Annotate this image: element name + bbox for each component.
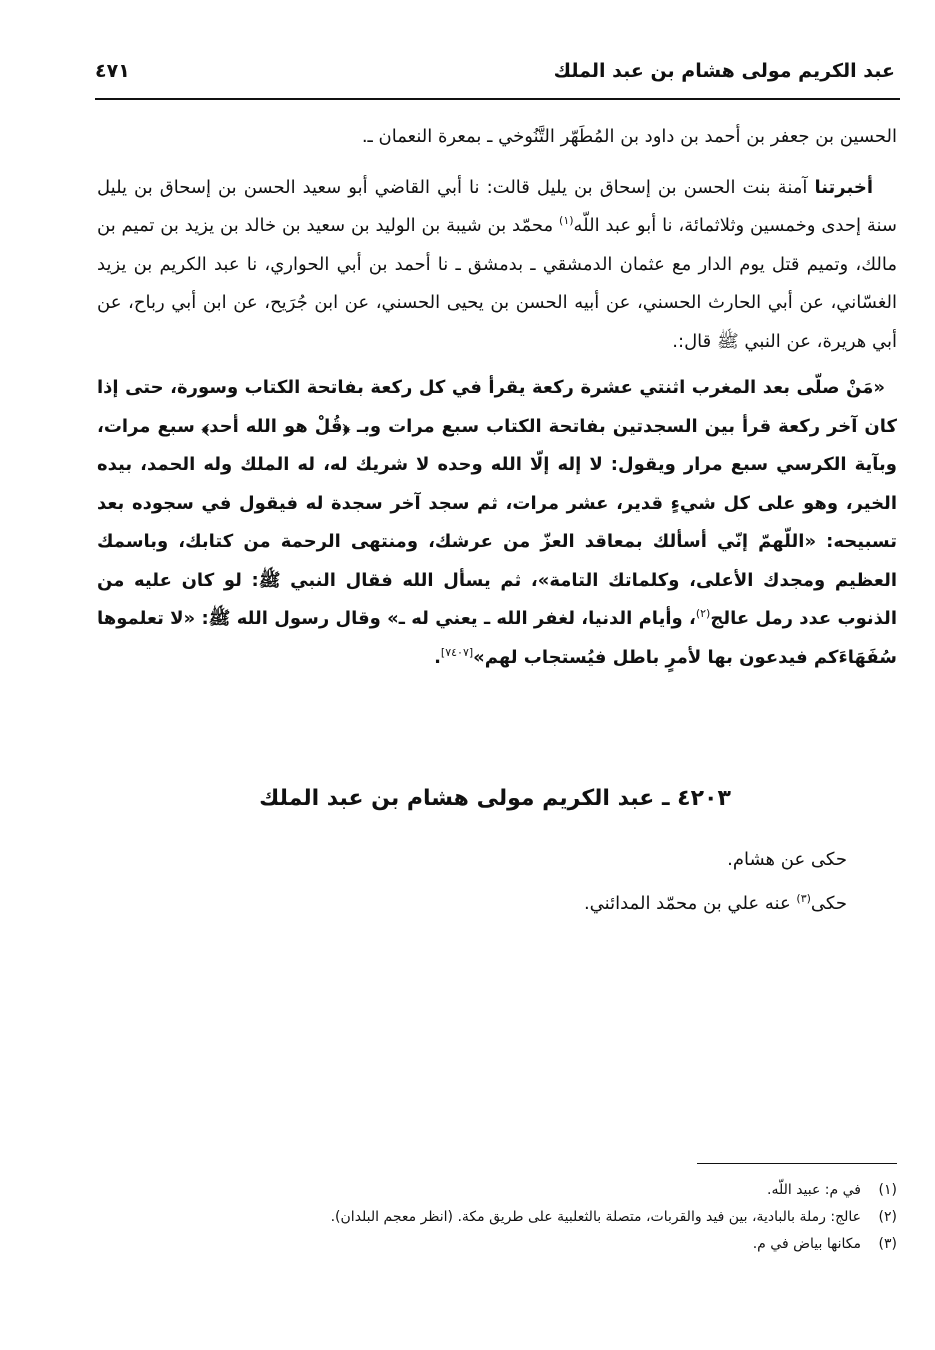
opening-line: الحسين بن جعفر بن أحمد بن داود بن المُطَهّر التَّنُوخي ـ بمعرة النعمان ـ.: [361, 126, 897, 147]
header-divider: [95, 98, 900, 100]
running-header: [95, 58, 895, 94]
entry-line-1: حكى عن هشام.: [727, 849, 847, 870]
footnote-marker-2[interactable]: (٢): [695, 607, 711, 620]
entry-line-2-start: حكى: [810, 893, 847, 914]
hadith-text-part1: «مَنْ صلّى بعد المغرب اثنتي عشرة ركعة يقرأ في كل ركعة بفاتحة الكتاب وسورة، حتى إذا كان آخر ركعة قرأ بين السجدتين بفاتحة الكتاب سبع مرات وبـ ﴿قُلْ هو الله أحد﴾ سبع مرات، وبآية الكرسي سبع مرار ويقول: لا إله إلّا الله وحده لا شريك له، له الملك وله الحمد، بيده الخير، وهو على كل شيءٍ قدير، عشر مرات، ثم سجد آخر سجدة له فيقول في سجوده بعد تسبيحه: «اللّهمّ إنّي أسألك بمعاقد العزّ من عرشك، ومنتهى الرحمة من كتابك، وباسمك العظيم ومجدك الأعلى، وكلماتك التامة»، ثم يسأل الله فقال النبي ﷺ: لو كان عليه من الذنوب عدد رمل عالج: [97, 377, 897, 629]
entry-heading: ٤٢٠٣ ـ عبد الكريم مولى هشام بن عبد الملك: [259, 786, 731, 811]
entry-body: [147, 838, 847, 926]
footnote-1-number: (١): [878, 1182, 897, 1198]
footnote-3: [97, 1231, 897, 1258]
isnad-text-part2: محمّد بن شيبة بن الوليد بن سعيد بن خالد بن يزيد بن تميم بن مالك، وتميم قتل يوم الدار مع عثمان الدمشقي ـ بدمشق ـ نا أحمد بن أبي الحواري، نا عبد الكريم بن يزيد الغسّاني، عن أبي الحارث الحسني، عن أبيه الحسن بن يحيى الحسني، عن ابن جُرَيح، عن ابن أبي رباح، عن أبي هريرة، عن النبي ﷺ قال:.: [97, 215, 897, 352]
hadith-reference-number: [٧٤٠٧]: [440, 645, 474, 659]
hadith-text-part2: ، وأيام الدنيا، لغفر الله ـ يعني له ـ» وقال رسول الله ﷺ: «لا تعلموها سُفَهَاءَكم فيدعون بها لأمرٍ باطل فيُستجاب لهم»: [97, 608, 897, 668]
footnote-1: [97, 1177, 897, 1204]
footnotes: [97, 1177, 897, 1258]
footnote-divider: [697, 1163, 897, 1164]
isnad-lead-word: أخبرتنا: [814, 176, 873, 198]
isnad-paragraph: [97, 169, 897, 362]
entry-line-2: [147, 882, 847, 926]
footnote-marker-1[interactable]: (١): [559, 214, 574, 227]
footnote-1-text: في م: عبيد اللّه.: [767, 1182, 861, 1198]
header-title: عبد الكريم مولى هشام بن عبد الملك: [553, 60, 895, 82]
hadith-end: .: [434, 646, 441, 668]
footnote-2-text: عالج: رملة بالبادية، بين فيد والقربات، متصلة بالثعلبية على طريق مكة. (انظر معجم البلدان).: [330, 1209, 861, 1225]
footnote-3-number: (٣): [878, 1236, 897, 1252]
footnote-3-text: مكانها بياض في م.: [752, 1236, 861, 1252]
footnote-2: [97, 1204, 897, 1231]
entry-line-2-rest: عنه علي بن محمّد المدائني.: [583, 893, 797, 914]
hadith-paragraph: [97, 369, 897, 677]
footnote-2-number: (٢): [878, 1209, 897, 1225]
isnad-text-part1: آمنة بنت الحسن بن إسحاق بن يليل قالت: نا أبي القاضي أبو سعيد الحسن بن إسحاق بن يليل سنة إحدى وخمسين وثلاثمائة، نا أبو عبد اللّه: [97, 176, 897, 236]
footnote-marker-3[interactable]: (٣): [796, 892, 811, 905]
main-text: [97, 118, 897, 677]
page-number: ٤٧١: [95, 60, 130, 82]
